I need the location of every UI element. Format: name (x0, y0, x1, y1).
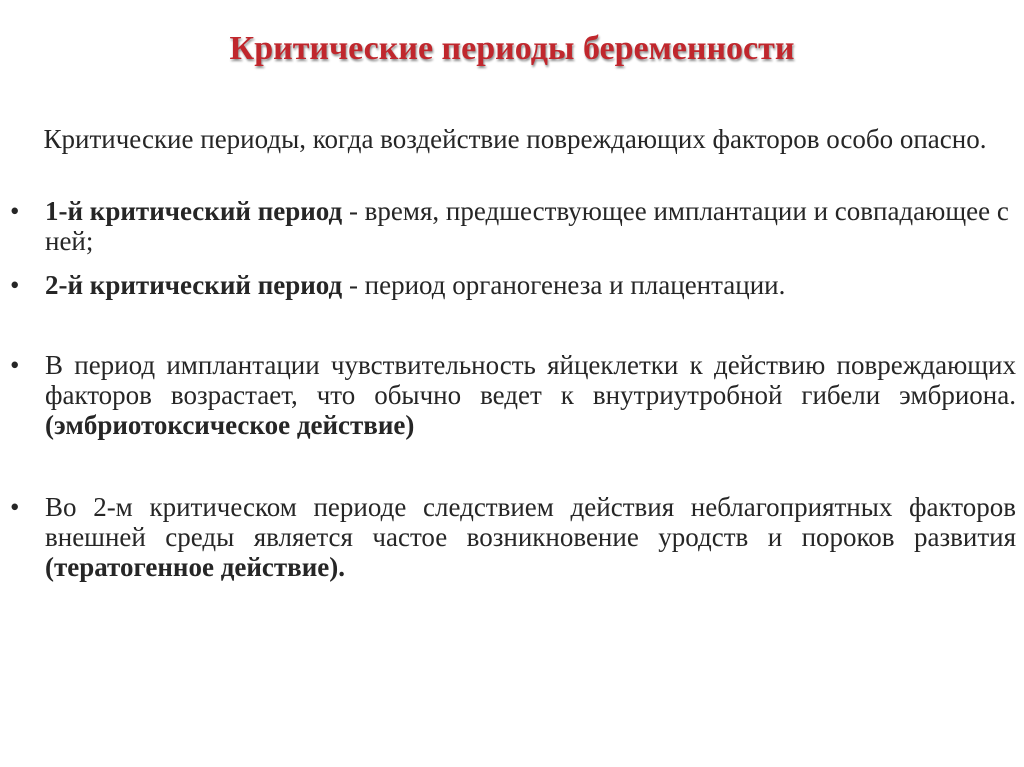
desc-organogenesis: Во 2-м критическом периоде следствием действия неблагоприятных факторов внешней среды является частое возникновение уродств и пороков развития (45, 492, 1016, 552)
bullet-icon: • (10, 196, 20, 226)
list-item-implantation (10, 350, 1016, 440)
desc-first-period: - время, предшествующее имплантации и совпадающее с ней; (45, 196, 1009, 256)
bullet-icon: • (10, 492, 20, 522)
slide-title: Критические периоды беременности (229, 30, 795, 67)
term-embryotoxic: (эмбриотоксическое действие) (45, 410, 415, 440)
desc-second-period: - период органогенеза и плацентации. (342, 270, 786, 300)
list-item-organogenesis (10, 492, 1016, 582)
term-second-period: 2-й критический период (45, 270, 343, 300)
bullet-icon: • (10, 350, 20, 380)
list-item-second-period (10, 270, 1016, 300)
term-teratogenic: (тератогенное действие). (45, 552, 346, 582)
desc-implantation: В период имплантации чувствительность яйцеклетки к действию повреждающих факторов возрастает, что обычно ведет к внутриутробной гибели эмбриона. (45, 350, 1016, 410)
list-item-first-period (10, 196, 1016, 256)
bullet-list (10, 196, 1016, 582)
term-first-period: 1-й критический период (45, 196, 343, 226)
intro-text: Критические периоды, когда воздействие повреждающих факторов особо опасно. (43, 124, 987, 154)
bullet-icon: • (10, 270, 20, 300)
